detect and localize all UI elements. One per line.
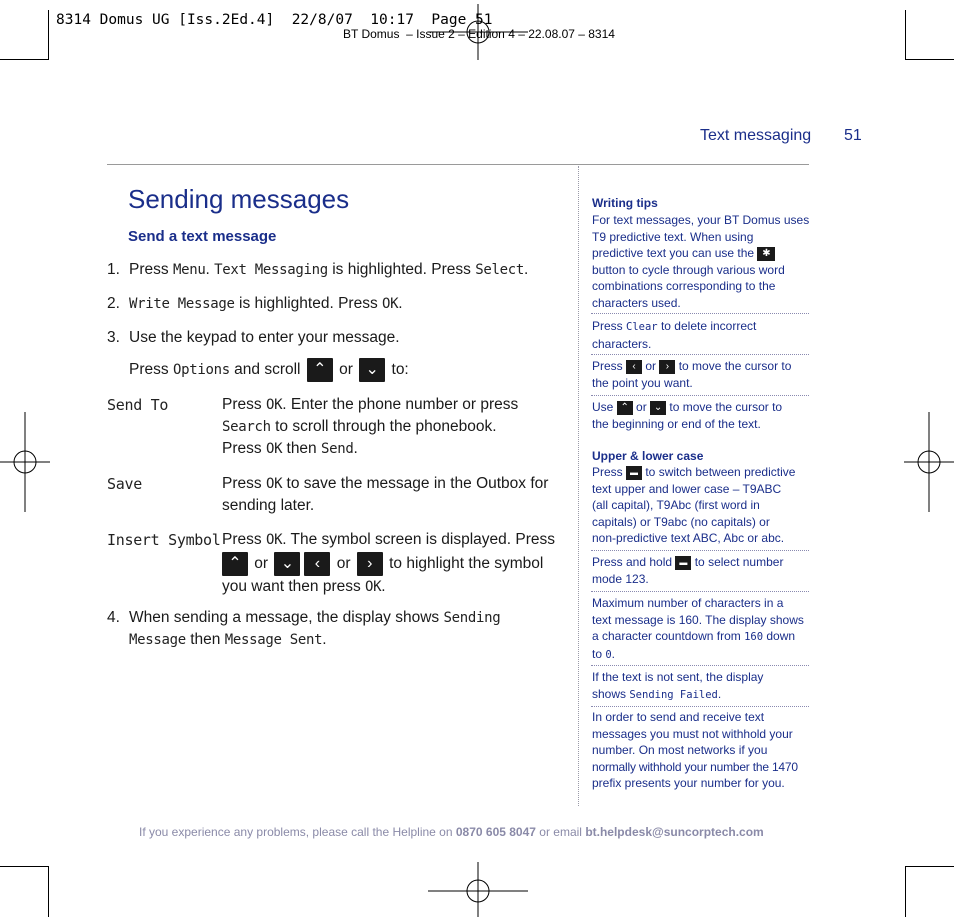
sidebar-separator — [591, 313, 809, 314]
option-description: Press OK. The symbol screen is displayed. Press ⌃ or ⌄ ‹ or › to highlight the symbol you want then press OK. — [222, 531, 556, 595]
step-number: 4. — [107, 609, 120, 626]
crop-mark — [905, 866, 906, 917]
sidebar-tip: Press ‹ or › to move the cursor to the point you want. — [592, 359, 792, 390]
lcd-text: Text Messaging — [214, 262, 328, 278]
option-name: Send To — [107, 396, 169, 414]
sidebar-tip: Press ▬ to switch between predictive text upper and lower case – T9ABC (all capital), T9Abc (first word in capitals) or T9abc (no capitals) or non-predictive text ABC, Abc or abc. — [592, 465, 796, 545]
hash-key-icon: ▬ — [675, 556, 691, 570]
crop-mark — [905, 59, 954, 60]
crop-mark — [0, 59, 49, 60]
crop-mark — [48, 10, 49, 60]
print-slug: 8314 Domus UG [Iss.2Ed.4] 22/8/07 10:17 Page 51 — [56, 12, 493, 28]
right-arrow-key-icon: › — [659, 360, 675, 374]
sidebar-tip: Press Clear to delete incorrect characters. — [592, 319, 757, 351]
step-number: 2. — [107, 295, 120, 312]
step-number: 3. — [107, 329, 120, 346]
lcd-text: Select — [475, 262, 524, 278]
sidebar-separator — [591, 395, 809, 396]
step-4: 4. When sending a message, the display shows Sending Message then Message Sent. — [107, 609, 501, 648]
registration-mark-icon — [904, 412, 954, 512]
down-arrow-key-icon: ⌄ — [359, 358, 385, 382]
option-name: Save — [107, 475, 142, 493]
sidebar-tip: In order to send and receive text messages you must not withhold your number. On most networks if you normally withhold your number the 1470 prefix presents your number for you. — [592, 710, 798, 790]
down-arrow-key-icon: ⌄ — [274, 552, 300, 576]
print-slug-subline: BT Domus – Issue 2 – Edition 4 – 22.08.07 – 8314 — [343, 27, 615, 41]
sidebar-tip: If the text is not sent, the display shows Sending Failed. — [592, 670, 764, 701]
right-arrow-key-icon: › — [357, 552, 383, 576]
sidebar-separator — [591, 706, 809, 707]
step-1: 1. Press Menu. Text Messaging is highlighted. Press Select. — [107, 261, 529, 278]
star-key-icon: ✱ — [757, 247, 775, 261]
sidebar-separator — [591, 591, 809, 592]
lcd-text: Write Message — [129, 296, 235, 312]
page-number: 51 — [844, 127, 862, 144]
left-arrow-key-icon: ‹ — [626, 360, 642, 374]
option-description: Press OK. Enter the phone number or press Search to scroll through the phonebook. Press OK then Send. — [222, 396, 519, 457]
down-arrow-key-icon: ⌄ — [650, 401, 666, 415]
registration-mark-icon — [428, 862, 528, 917]
left-arrow-key-icon: ‹ — [304, 552, 330, 576]
option-name: Insert Symbol — [107, 531, 221, 549]
page-title: Sending messages — [128, 184, 350, 214]
helpline-phone: 0870 605 8047 — [455, 825, 536, 839]
helpdesk-email: bt.helpdesk@suncorptech.com — [585, 825, 764, 839]
sidebar-tip: Maximum number of characters in a text message is 160. The display shows a character countdown from 160 down to 0. — [592, 596, 804, 661]
column-divider — [578, 166, 579, 806]
footer-helpline: If you experience any problems, please call the Helpline on 0870 605 8047 or email bt.helpdesk@suncorptech.com — [139, 825, 764, 839]
sidebar-heading: Upper & lower case — [592, 449, 704, 463]
lcd-text: Menu — [172, 262, 206, 278]
up-arrow-key-icon: ⌃ — [307, 358, 333, 382]
up-arrow-key-icon: ⌃ — [617, 401, 633, 415]
up-arrow-key-icon: ⌃ — [222, 552, 248, 576]
sidebar-separator — [591, 550, 809, 551]
sidebar-separator — [591, 665, 809, 666]
hash-key-icon: ▬ — [626, 466, 642, 480]
crop-mark — [0, 866, 49, 867]
sidebar-heading: Writing tips — [592, 196, 658, 210]
step-3: 3. Use the keypad to enter your message. — [107, 329, 400, 346]
lcd-text: OK — [382, 296, 399, 312]
section-subtitle: Send a text message — [128, 228, 277, 245]
sidebar-tip: Press and hold ▬ to select number mode 123. — [592, 555, 784, 586]
options-instruction: Press Options and scroll ⌃ or ⌄ to: — [129, 358, 409, 382]
sidebar-tip: For text messages, your BT Domus uses T9 predictive text. When using predictive text you can use the ✱ button to cycle through various word combinations corresponding to the characters used. — [592, 213, 810, 310]
option-description: Press OK to save the message in the Outbox for sending later. — [222, 475, 549, 514]
section-header: Text messaging — [700, 127, 812, 144]
lcd-text: Options — [172, 362, 230, 379]
step-number: 1. — [107, 261, 120, 278]
sidebar-separator — [591, 354, 809, 355]
sidebar-tip: Use ⌃ or ⌄ to move the cursor to the beginning or end of the text. — [592, 400, 783, 431]
header-rule — [107, 164, 809, 165]
step-2: 2. Write Message is highlighted. Press OK. — [107, 295, 403, 312]
registration-mark-icon — [0, 412, 50, 512]
crop-mark — [905, 10, 906, 60]
crop-mark — [905, 866, 954, 867]
crop-mark — [48, 866, 49, 917]
